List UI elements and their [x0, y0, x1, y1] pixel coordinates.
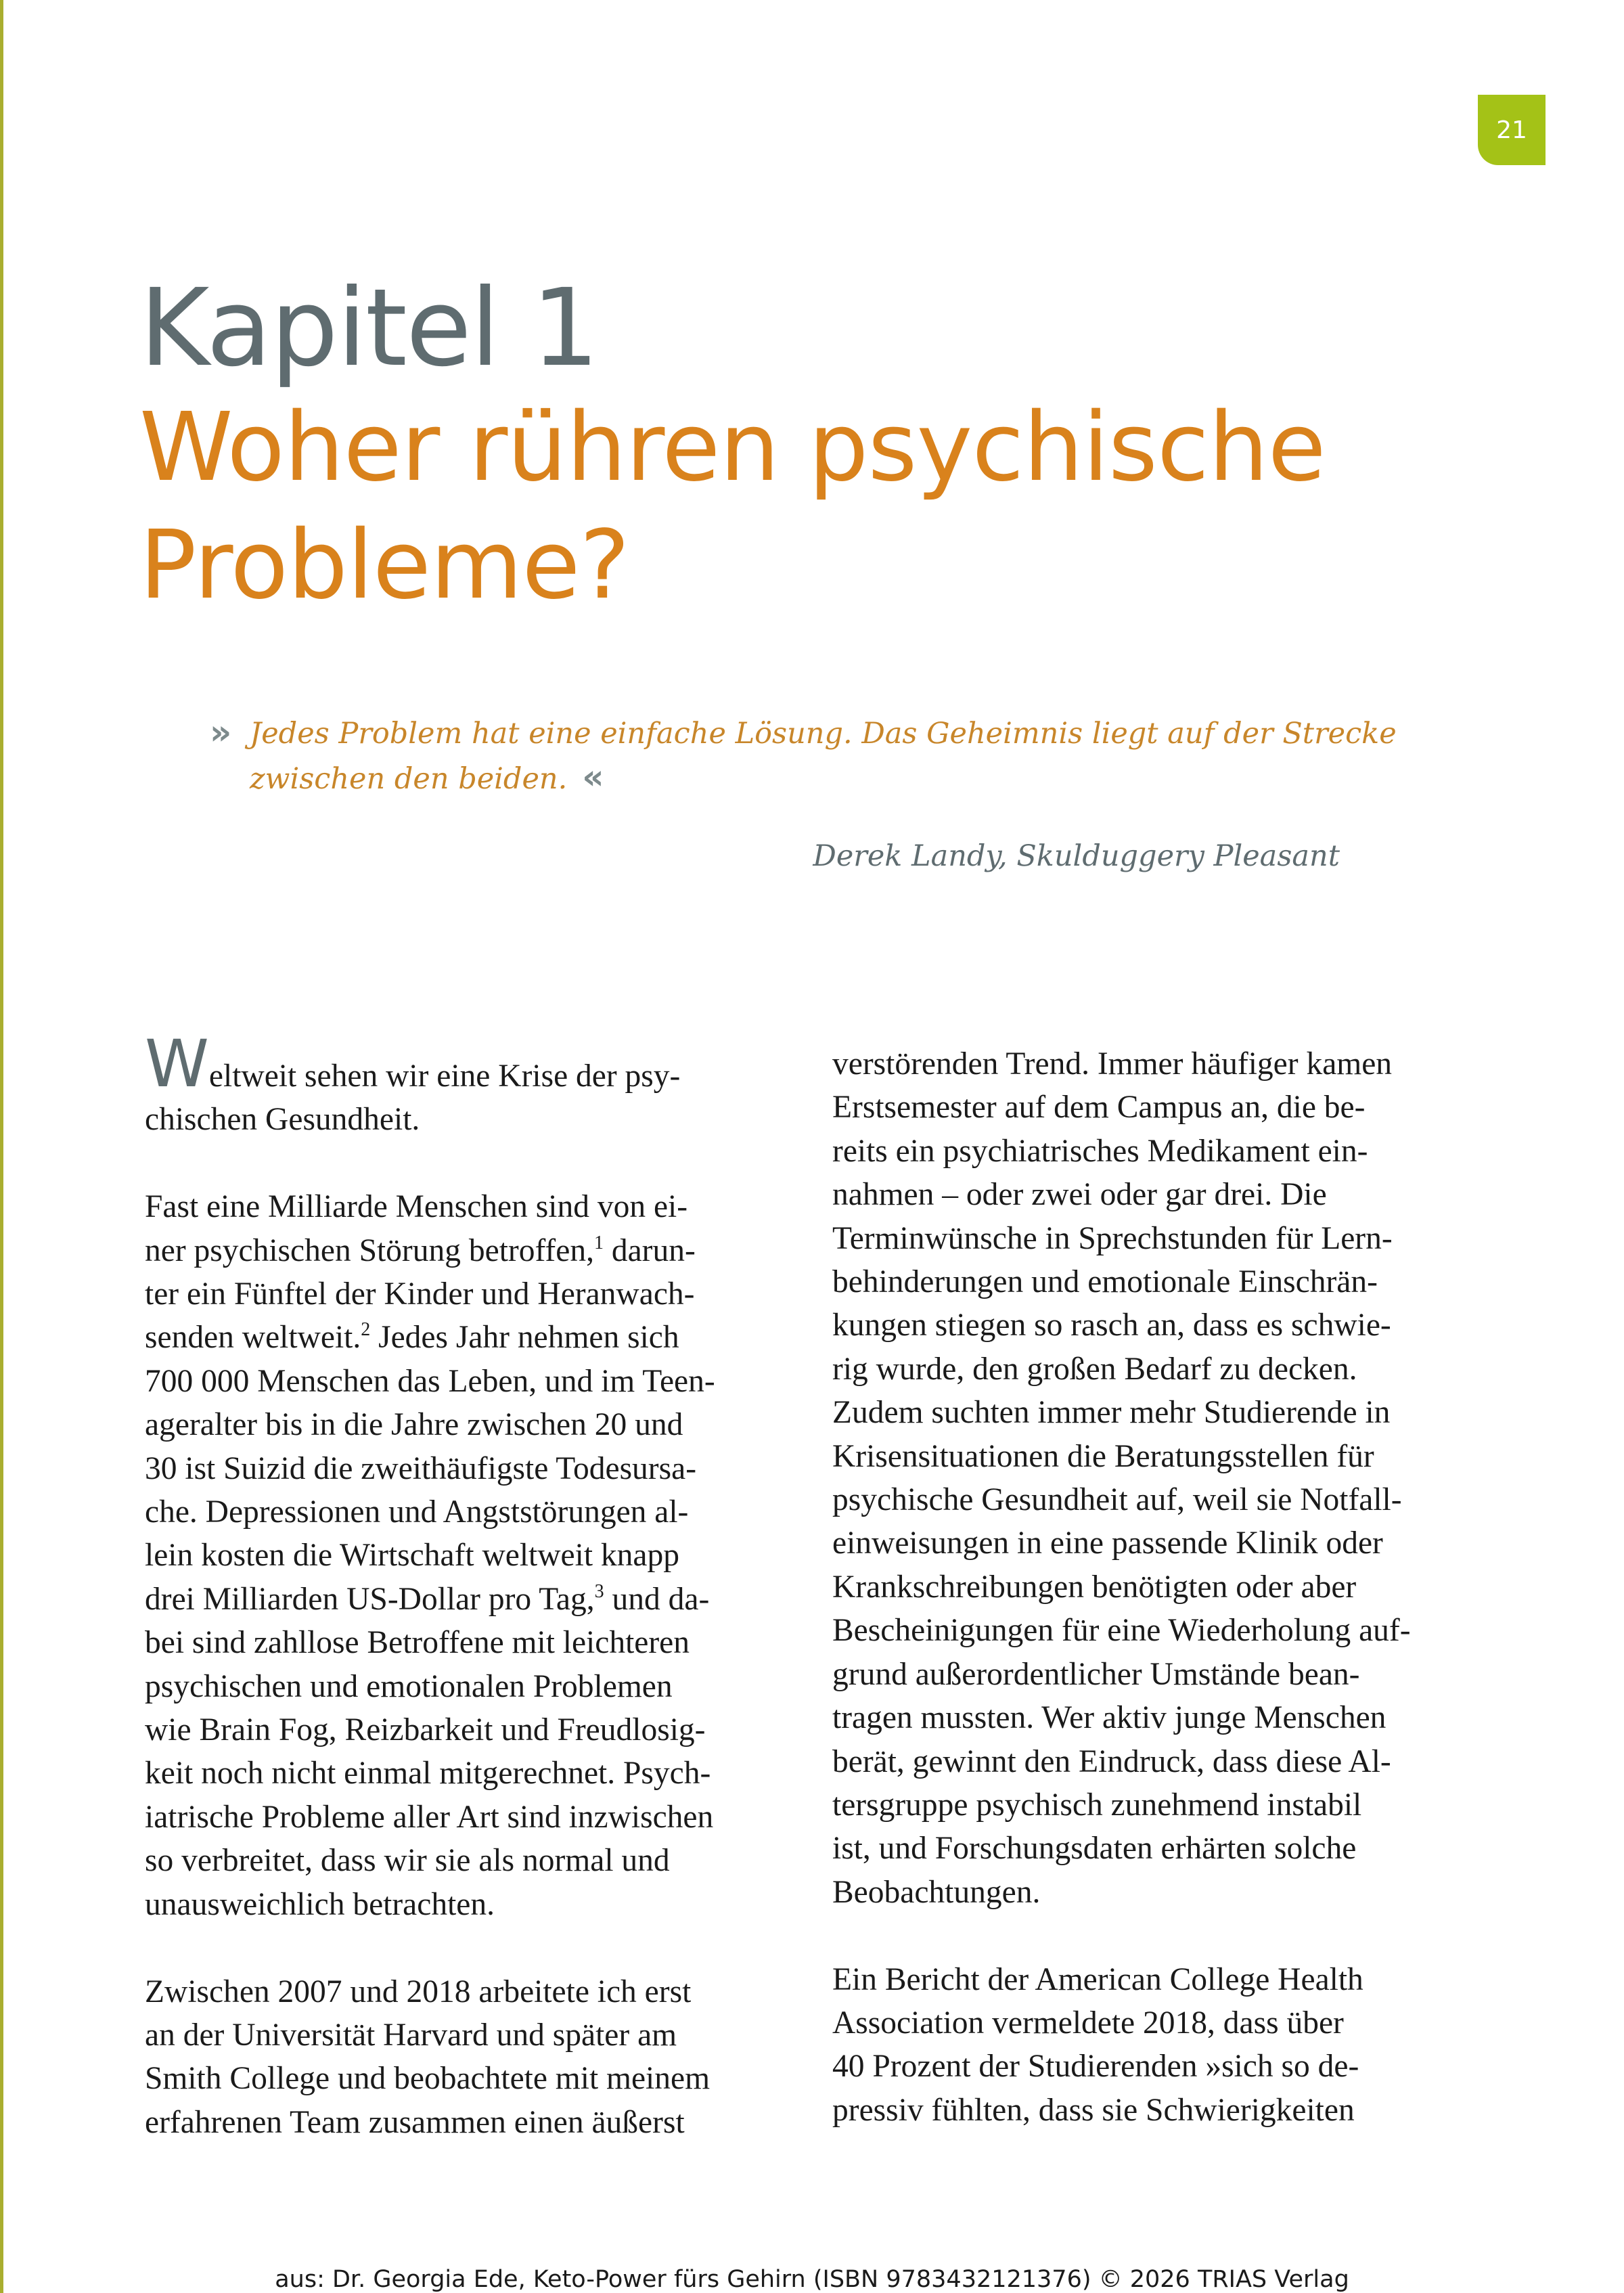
text-line: 40 Prozent der Studierenden »sich so de- — [832, 2049, 1359, 2085]
text-line: verstörenden Trend. Immer häufiger kamen — [832, 1046, 1393, 1082]
text-line: Terminwünsche in Sprechstunden für Lern- — [832, 1220, 1393, 1256]
text-line: reits ein psychiatrisches Medikament ein- — [832, 1133, 1368, 1169]
footnote-ref[interactable]: 1 — [593, 1232, 604, 1253]
text-line: 700 000 Menschen das Leben, und im Teen- — [145, 1363, 715, 1399]
text-line: berät, gewinnt den Eindruck, dass diese Al- — [832, 1743, 1391, 1779]
body-column-left — [145, 1026, 774, 2188]
text-line: senden weltweit.$^2$ Jedes Jahr nehmen sich — [145, 1319, 679, 1356]
text-line: tragen mussten. Wer aktiv junge Menschen — [832, 1700, 1386, 1736]
text-line: chischen Gesundheit. — [145, 1102, 420, 1138]
text-line: rig wurde, den großen Bedarf zu decken. — [832, 1351, 1357, 1387]
text-line: bei sind zahllose Betroffene mit leichteren — [145, 1625, 690, 1661]
text-line: grund außerordentlicher Umstände bean- — [832, 1656, 1360, 1692]
epigraph-line-text: zwischen den beiden. — [250, 762, 568, 796]
text-line: tersgruppe psychisch zunehmend instabil — [832, 1787, 1362, 1823]
chapter-label: Kapitel 1 — [139, 266, 598, 391]
text-line: ter ein Fünftel der Kinder und Heranwach- — [145, 1276, 695, 1312]
text-line: Beobachtungen. — [832, 1874, 1041, 1910]
text-line: erfahrenen Team zusammen einen äußerst — [145, 2104, 685, 2140]
close-quote-icon: « — [582, 757, 604, 797]
drop-cap: W — [145, 1026, 209, 1102]
text-line: wie Brain Fog, Reizbarkeit und Freudlosig- — [145, 1712, 706, 1748]
text-line: ner psychischen Störung betroffen,$^1$ darun- — [145, 1232, 696, 1268]
text-line: ist, und Forschungsdaten erhärten solche — [832, 1831, 1357, 1867]
text-line: Zwischen 2007 und 2018 arbeitete ich erst — [145, 1974, 692, 2009]
page-number-badge — [1478, 95, 1546, 165]
text-line: nahmen – oder zwei oder gar drei. Die — [832, 1177, 1327, 1213]
text-line: Smith College und beobachtete mit meinem — [145, 2061, 710, 2097]
epigraph-line: Jedes Problem hat eine einfache Lösung. Das Geheimnis liegt auf der Strecke — [250, 717, 1397, 751]
text-line: Erstsemester auf dem Campus an, die be- — [832, 1090, 1366, 1126]
text-line: Krankschreibungen benötigten oder aber — [832, 1569, 1357, 1605]
text-line: kungen stiegen so rasch an, dass es schwie- — [832, 1308, 1391, 1343]
text-line: Zudem suchten immer mehr Studierende in — [832, 1395, 1391, 1431]
footnote-ref[interactable]: 3 — [594, 1580, 604, 1602]
body-paragraph — [832, 1042, 1462, 1914]
footnote-ref[interactable]: 2 — [361, 1319, 371, 1341]
text-line: drei Milliarden US-Dollar pro Tag,$^3$ und da- — [145, 1580, 710, 1617]
text-line: Fast eine Milliarde Menschen sind von ei- — [145, 1189, 688, 1225]
text-line: che. Depressionen und Angststörungen al- — [145, 1494, 689, 1530]
text-line: keit noch nicht einmal mitgerechnet. Psych- — [145, 1756, 711, 1791]
text-line: psychische Gesundheit auf, weil sie Notfall- — [832, 1482, 1402, 1518]
body-column-right — [832, 1042, 1462, 2176]
text-line: ageralter bis in die Jahre zwischen 20 und — [145, 1407, 683, 1443]
text-line: einweisungen in eine passende Klinik oder — [832, 1526, 1383, 1561]
page-number: 21 — [1496, 116, 1527, 144]
chapter-title-line: Probleme? — [139, 510, 629, 621]
text-line: Bescheinigungen für eine Wiederholung auf- — [832, 1613, 1411, 1649]
text-line: pressiv fühlten, dass sie Schwierigkeiten — [832, 2092, 1355, 2128]
chapter-title — [139, 389, 1493, 625]
text-line: lein kosten die Wirtschaft weltweit knapp — [145, 1538, 679, 1574]
text-line: Association vermeldete 2018, dass über — [832, 2005, 1344, 2041]
text-line: so verbreitet, dass wir sie als normal und — [145, 1843, 670, 1879]
text-line: unausweichlich betrachten. — [145, 1886, 495, 1922]
body-paragraph — [832, 1958, 1462, 2133]
body-paragraph — [145, 1970, 774, 2145]
text-line: psychischen und emotionalen Problemen — [145, 1668, 673, 1704]
text-line: 30 ist Suizid die zweithäufigste Todesursa- — [145, 1450, 697, 1486]
left-margin-rule — [0, 0, 3, 2293]
epigraph — [210, 712, 1397, 801]
source-footer: aus: Dr. Georgia Ede, Keto-Power fürs Gehirn (ISBN 9783432121376) © 2026 TRIAS Verlag — [275, 2266, 1349, 2293]
text-line: Weltweit sehen wir eine Krise der psy- — [145, 1026, 681, 1102]
epigraph-attribution: Derek Landy, Skulduggery Pleasant — [813, 839, 1340, 873]
open-quote-icon: » — [210, 713, 232, 752]
chapter-title-line: Woher rühren psychische — [139, 393, 1326, 503]
body-paragraph — [145, 1026, 774, 1142]
text-line: iatrische Probleme aller Art sind inzwischen — [145, 1799, 714, 1835]
epigraph-text — [212, 712, 1397, 801]
text-line: Krisensituationen die Beratungsstellen für — [832, 1438, 1374, 1474]
text-line: behinderungen und emotionale Einschrän- — [832, 1264, 1378, 1300]
text-line: an der Universität Harvard und später am — [145, 2017, 677, 2053]
text-line: Ein Bericht der American College Health — [832, 1961, 1363, 1997]
epigraph-line — [250, 755, 1362, 801]
body-paragraph — [145, 1185, 774, 1926]
